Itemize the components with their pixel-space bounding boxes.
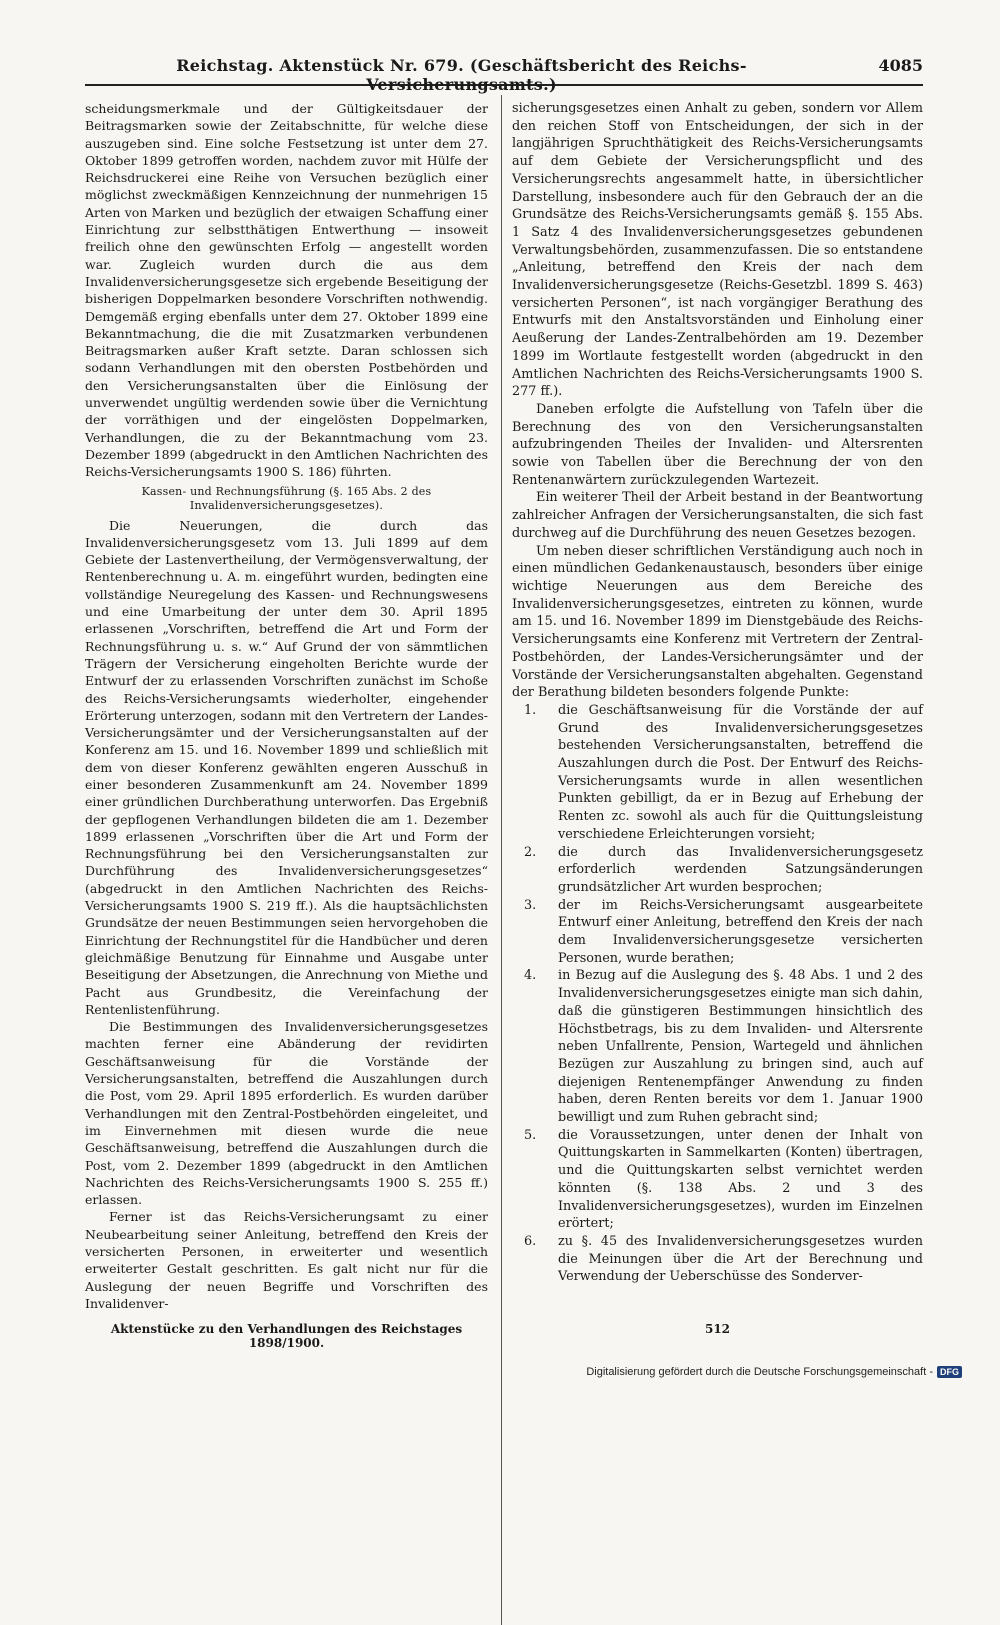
list-item-text: die Geschäftsanweisung für die Vorstände der auf Grund des Invalidenversicherungsgesetzes bestehenden Versicherungsanstalten, betreffend die Auszahlungen durch die Post. Der Entwurf des Reichs-Versicherungsamts wurde in allen wesentlichen Punkten gebilligt, da er in Bezug auf Erhebung der Renten zc. sowohl als auch für die Quittungsleistung verschiedene Erleichterungen vorsieht; (558, 702, 923, 842)
list-item (512, 967, 923, 1126)
list-item-text: die durch das Invalidenversicherungsgesetz erforderlich werdenden Satzungsänderungen grundsätzlicher Art wurden besprochen; (558, 844, 923, 895)
list-item-text: die Voraussetzungen, unter denen der Inhalt von Quittungskarten in Sammelkarten (Konten) übertragen, und die Quittungskarten selbst vernichtet werden könnten (§. 138 Abs. 2 und 3 des Invalidenversicherungsgesetzes), wurden im Einzelnen erörtert; (558, 1127, 923, 1232)
credit-text: Digitalisierung gefördert durch die Deutsche Forschungsgemeinschaft - (586, 1366, 933, 1378)
list-item-number: 1. (524, 702, 537, 718)
list-item (512, 844, 923, 897)
section-heading: Kassen- und Rechnungsführung (§. 165 Abs. 2 des Invalidenversicherungsgesetzes). (141, 484, 432, 512)
page-header (85, 50, 923, 94)
list-item-number: 3. (524, 897, 537, 913)
left-paragraph-1: scheidungsmerkmale und der Gültigkeitsdauer der Beitragsmarken sowie der Zeitabschnitte, für welche diese auszugeben sind. Eine solche Festsetzung ist unter dem 27. Oktober 1899 getroffen worden, nachdem zuvor mit Hülfe der Reichsdruckerei eine Reihe von Versuchen bezüglich einer möglichst zweckmäßigen Kennzeichnung der nunmehrigen 15 Arten von Marken und bezüglich der etwaigen Schaffung einer Einrichtung zur selbstthätigen Entwerthung — insoweit freilich ohne den gewünschten Erfolg — angestellt worden war. Zugleich wurden durch die aus dem Invalidenversicherungsgesetze sich ergebende Beseitigung der bisherigen Doppelmarken besondere Vorschriften nothwendig. Demgemäß erging ebenfalls unter dem 27. Oktober 1899 eine Bekanntmachung, die die mit Zusatzmarken verbundenen Beitragsmarken außer Kraft setzte. Daran schlossen sich sodann Verhandlungen mit den obersten Postbehörden und den Versicherungsanstalten über die Einlösung der unverwendet ungültig werdenden sowie über die Vernichtung der vorräthigen und der eingelösten Doppelmarken, Verhandlungen, die zu der Bekanntmachung vom 23. Dezember 1899 (abgedruckt in den Amtlichen Nachrichten des Reichs-Versicherungsamts 1900 S. 186) führten. (85, 101, 488, 480)
running-title: Reichstag. Aktenstück Nr. 679. (Geschäftsbericht des Reichs-Versicherungsamts.) (176, 56, 747, 94)
list-item-text: in Bezug auf die Auslegung des §. 48 Abs. 1 und 2 des Invalidenversicherungsgesetzes einigte man sich dahin, daß die günstigeren Bestimmungen hinsichtlich des Höchstbetrags, bis zu dem Invaliden- und Altersrente neben Unfallrente, Pension, Wartegeld und ähnlichen Bezügen zur Auszahlung zu bringen sind, auch auf diejenigen Rentenempfänger Anwendung zu finden haben, deren Renten bereits vor dem 1. Januar 1900 bewilligt und zum Ruhen gebracht sind; (558, 968, 923, 1126)
sheet-signature: 512 (704, 1322, 731, 1336)
right-column (512, 100, 923, 1286)
left-paragraph-2: Die Neuerungen, die durch das Invalidenversicherungsgesetz vom 13. Juli 1899 auf dem Gebiete der Lastenvertheilung, der Vermögensverwaltung, der Rentenberechnung u. A. m. eingeführt wurden, bedingten eine vollständige Neuregelung des Kassen- und Rechnungswesens und eine Umarbeitung der unter dem 30. April 1895 erlassenen „Vorschriften, betreffend die Art und Form der Rechnungsführung u. s. w.“ Auf Grund der von sämmtlichen Trägern der Versicherung eingeholten Berichte wurde der Entwurf der zu erlassenden Vorschriften zunächst im Schoße des Reichs-Versicherungsamts wiederholter, eingehender Erörterung unterzogen, sodann mit den Vertretern der Landes-Versicherungsämter und der Versicherungsanstalten auf der Konferenz am 15. und 16. November 1899 und schließlich mit dem von dieser Konferenz gewählten engeren Ausschuß in einer besonderen Zusammenkunft am 24. November 1899 einer gründlichen Durchberathung unterworfen. Das Ergebniß der gepflogenen Verhandlungen bildeten die am 1. Dezember 1899 erlassenen „Vorschriften über die Art und Form der Rechnungsführung bei den Versicherungsanstalten zur Durchführung des Invalidenversicherungsgesetzes“ (abgedruckt in den Amtlichen Nachrichten des Reichs-Versicherungsamts 1900 S. 219 ff.). Als die hauptsächlichsten Grundsätze der neuen Bestimmungen seien hervorgehoben die Einrichtung der Rechnungstitel für die Handbücher und deren gleichmäßige Benutzung für Einnahme und Ausgabe unter Beseitigung der Absetzungen, die Anrechnung von Miethe und Pacht aus Grundbesitz, die Vereinfachung der Rentenlistenführung. (85, 517, 488, 1017)
discussion-points-list (512, 702, 923, 1286)
right-paragraph-4: Um neben dieser schriftlichen Verständigung auch noch in einen mündlichen Gedankenaustausch, besonders über einige wichtige Neuerungen aus dem Bereiche des Invalidenversicherungsgesetzes, eintreten zu können, wurde am 15. und 16. November 1899 im Dienstgebäude des Reichs-Versicherungsamts eine Konferenz mit Vertretern der Zentral-Postbehörden, der Landes-Versicherungsämter und der Vorstände der Versicherungsanstalten abgehalten. Gegenstand der Berathung bildeten besonders folgende Punkte: (512, 543, 923, 701)
right-paragraph-1: sicherungsgesetzes einen Anhalt zu geben, sondern vor Allem den reichen Stoff von Entscheidungen, der sich in der langjährigen Spruchthätigkeit des Reichs-Versicherungsamts auf dem Gebiete der Versicherungspflicht und des Versicherungsrechts angesammelt hatte, in übersichtlicher Darstellung, insbesondere auch für den Gebrauch der an die Grundsätze des Reichs-Versicherungsamts gemäß §. 155 Abs. 1 Satz 4 des Invalidenversicherungsgesetzes gebundenen Verwaltungsbehörden, zusammenzufassen. Die so entstandene „Anleitung, betreffend den Kreis der nach dem Invalidenversicherungsgesetze (Reichs-Gesetzbl. 1899 S. 463) versicherten Personen“, ist nach vorgängiger Berathung des Entwurfs mit den Anstaltsvorständen und Einholung einer Aeußerung der Landes-Zentralbehörden am 19. Dezember 1899 im Wortlaute festgestellt worden (abgedruckt in den Amtlichen Nachrichten des Reichs-Versicherungsamts 1900 S. 277 ff.). (512, 101, 923, 400)
left-paragraph-4: Ferner ist das Reichs-Versicherungsamt zu einer Neubearbeitung seiner Anleitung, betreffend den Kreis der versicherten Personen, in erweiterter und wesentlich erweiterter Gestalt geschritten. Es galt nicht nur für die Auslegung der neuen Begriffe und Vorschriften des Invalidenver- (85, 1209, 488, 1311)
document-source-note: Aktenstücke zu den Verhandlungen des Reichstages 1898/1900. (110, 1322, 463, 1350)
digitization-credit (586, 1366, 962, 1378)
list-item-number: 6. (524, 1234, 537, 1249)
list-item-number: 4. (524, 968, 537, 984)
list-item-text: der im Reichs-Versicherungsamt ausgearbeitete Entwurf einer Anleitung, betreffend den Kreis der nach dem Invalidenversicherungsgesetze versicherten Personen, wurde berathen; (558, 897, 923, 966)
list-item (512, 897, 923, 968)
list-item (512, 702, 923, 844)
list-item-number: 2. (524, 844, 537, 860)
right-paragraph-2: Daneben erfolgte die Aufstellung von Tafeln über die Berechnung des von den Versicherungsanstalten aufzubringenden Theiles der Invaliden- und Altersrenten sowie von Tabellen über die Berechnung der von den Rentenanwärtern zurückzulegenden Wartezeit. (512, 401, 923, 488)
list-item (512, 1233, 923, 1286)
left-paragraph-3: Die Bestimmungen des Invalidenversicherungsgesetzes machten ferner eine Abänderung der revidirten Geschäftsanweisung für die Vorstände der Versicherungsanstalten, betreffend die Auszahlungen durch die Post, vom 29. April 1895 erforderlich. Es wurden darüber Verhandlungen mit den Zentral-Postbehörden eingeleitet, und im Einvernehmen mit diesen wurde die neue Geschäftsanweisung, betreffend die Auszahlungen durch die Post, vom 2. Dezember 1899 (abgedruckt in den Amtlichen Nachrichten des Reichs-Versicherungsamts 1900 S. 255 ff.) erlassen. (85, 1019, 488, 1208)
column-divider (501, 95, 502, 1625)
left-column (85, 100, 488, 1312)
list-item (512, 1127, 923, 1233)
page-number: 4085 (878, 56, 923, 75)
list-item-number: 5. (524, 1127, 537, 1143)
dfg-logo: DFG (937, 1366, 962, 1378)
list-item-text: zu §. 45 des Invalidenversicherungsgesetzes wurden die Meinungen über die Art der Berechnung und Verwendung der Ueberschüsse des Sonderver- (558, 1234, 923, 1285)
right-paragraph-3: Ein weiterer Theil der Arbeit bestand in der Beantwortung zahlreicher Anfragen der Versicherungsanstalten, die sich fast durchweg auf die Durchführung des neuen Gesetzes bezogen. (512, 490, 923, 541)
